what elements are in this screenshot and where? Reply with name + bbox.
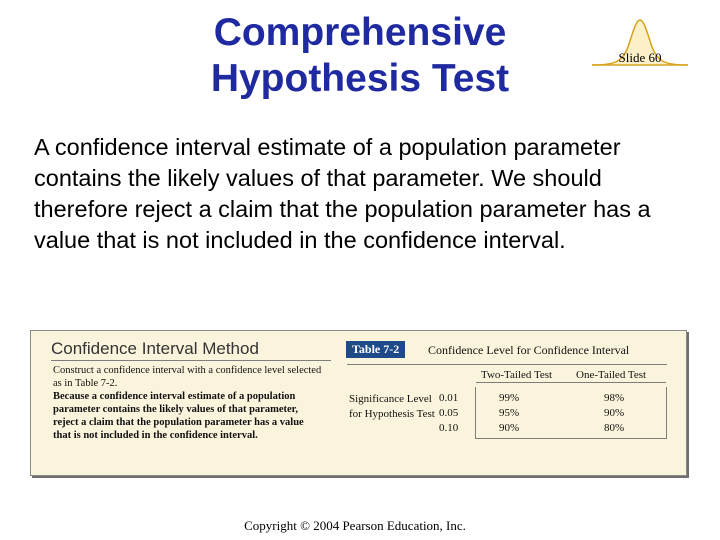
table-bottom-border bbox=[475, 438, 667, 439]
one-tailed-cell: 80% bbox=[604, 422, 625, 434]
table-right-border bbox=[666, 387, 667, 439]
method-heading: Confidence Interval Method bbox=[51, 339, 259, 358]
level-cell: 0.05 bbox=[439, 407, 459, 419]
title-line-2: Hypothesis Test bbox=[210, 57, 510, 100]
level-cell: 0.01 bbox=[439, 392, 459, 404]
row-label: Significance Level for Hypothesis Test bbox=[349, 393, 435, 420]
one-tailed-cell: 90% bbox=[604, 407, 625, 419]
table-top-rule bbox=[347, 364, 667, 365]
slide-number: Slide 60 bbox=[618, 50, 662, 65]
method-description bbox=[53, 364, 323, 442]
table-caption: Confidence Level for Confidence Interval bbox=[428, 343, 630, 357]
slide-title bbox=[150, 10, 570, 102]
header-underline bbox=[476, 382, 666, 383]
level-cell: 0.10 bbox=[439, 422, 459, 434]
description-normal: Construct a confidence interval with a confidence level selected as in Table 7-2. bbox=[53, 365, 322, 389]
heading-divider bbox=[51, 360, 331, 361]
description-bold: Because a confidence interval estimate of a population parameter contains the likely values of that parameter, reject a claim that the population parameter has a value that is not included in the confidence interval. bbox=[53, 391, 304, 441]
title-line-1: Comprehensive bbox=[213, 11, 507, 54]
two-tailed-cell: 99% bbox=[499, 392, 520, 404]
one-tailed-cell: 98% bbox=[604, 392, 625, 404]
column-header-one-tailed: One-Tailed Test bbox=[576, 369, 647, 381]
table-left-border bbox=[475, 387, 476, 439]
copyright-notice: Copyright © 2004 Pearson Education, Inc. bbox=[244, 518, 466, 533]
slide-number-badge bbox=[590, 12, 690, 72]
two-tailed-cell: 90% bbox=[499, 422, 520, 434]
table-tag: Table 7-2 bbox=[346, 341, 405, 358]
body-paragraph: A confidence interval estimate of a population parameter contains the likely values of that parameter. We should therefore reject a claim that the population parameter has a value that is not included in the confidence interval. bbox=[34, 134, 651, 253]
two-tailed-cell: 95% bbox=[499, 407, 520, 419]
confidence-interval-method-box bbox=[30, 330, 687, 476]
column-header-two-tailed: Two-Tailed Test bbox=[481, 369, 553, 381]
